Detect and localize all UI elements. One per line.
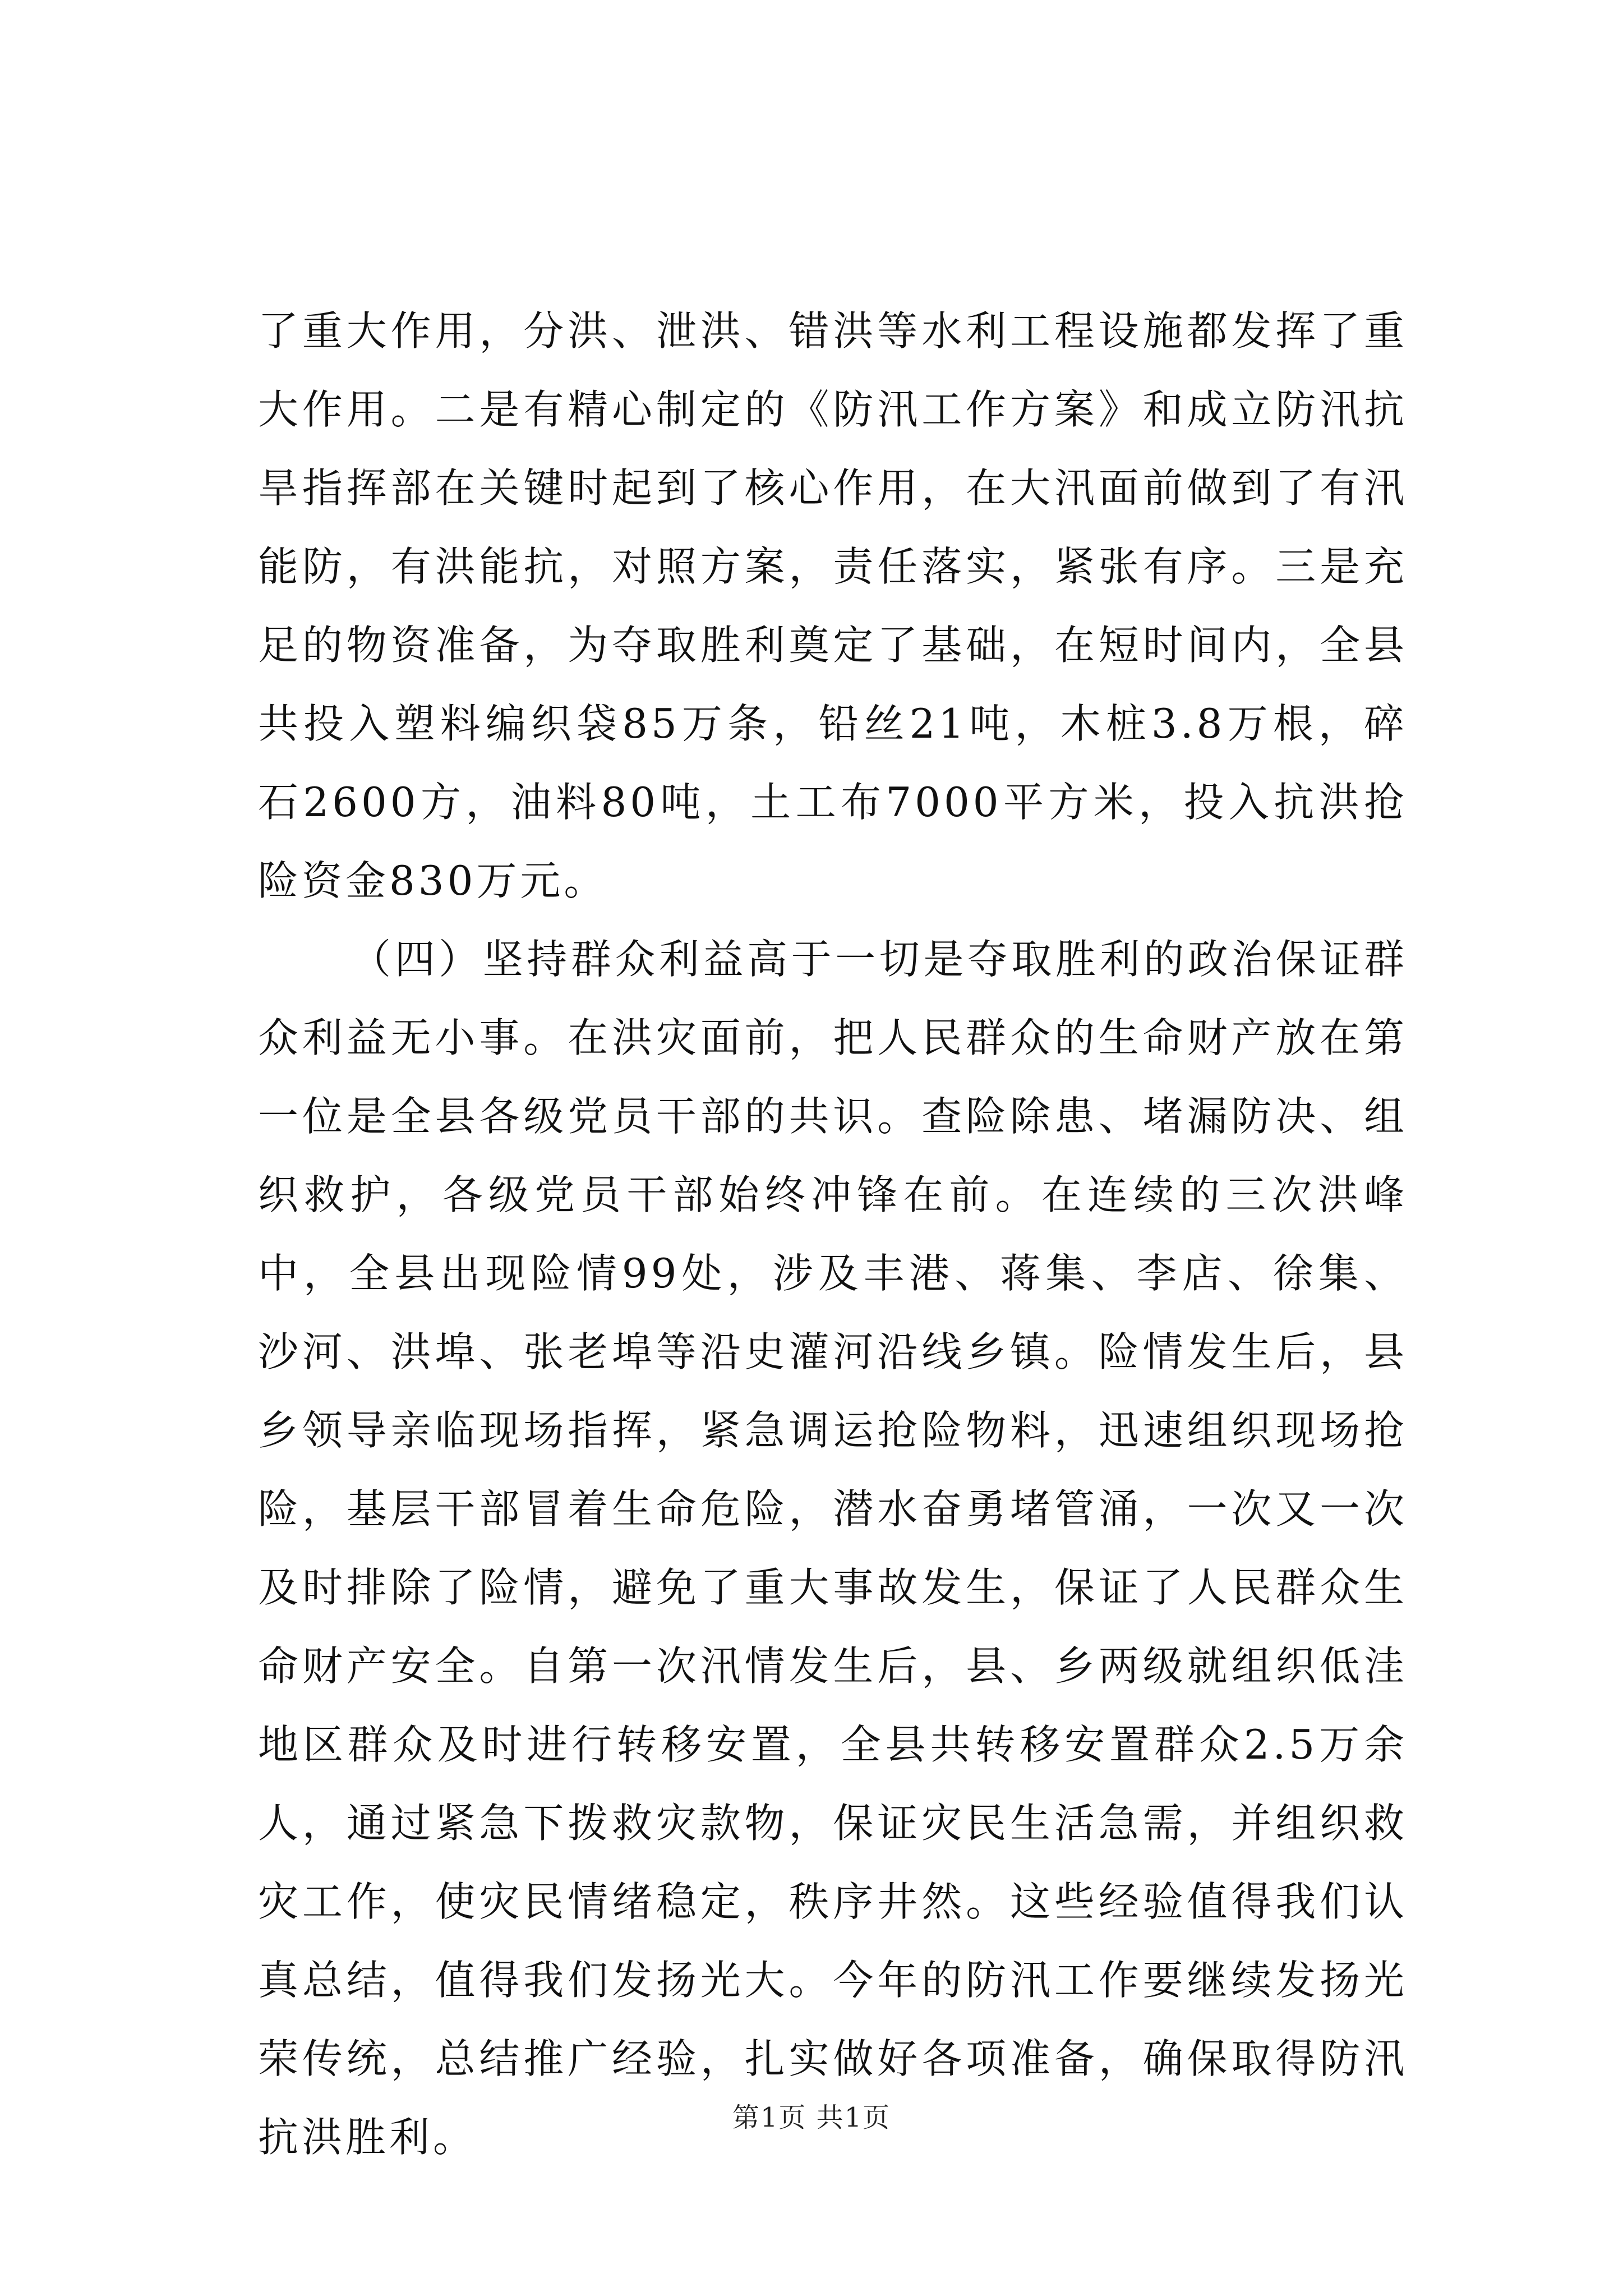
page-footer: 第1页 共1页	[732, 2102, 891, 2133]
paragraph-continuation: 了重大作用，分洪、泄洪、错洪等水利工程设施都发挥了重大作用。二是有精心制定的《防汛工作方案》和成立防汛抗旱指挥部在关键时起到了核心作用，在大汛面前做到了有汛能防，有洪能抗，对照方案，责任落实，紧张有序。三是充足的物资准备，为夺取胜利奠定了基础，在短时间内，全县共投入塑料编织袋85万条，铅丝21吨，木桩3.8万根，碎石2600方，油料80吨，土工布7000平方米，投入抗洪抢险资金830万元。	[258, 307, 1408, 904]
document-body	[258, 292, 1408, 2177]
paragraph-section-four: （四）坚持群众利益高于一切是夺取胜利的政治保证群众利益无小事。在洪灾面前，把人民群众的生命财产放在第一位是全县各级党员干部的共识。查险除患、堵漏防决、组织救护，各级党员干部始终冲锋在前。在连续的三次洪峰中，全县出现险情99处，涉及丰港、蒋集、李店、徐集、沙河、洪埠、张老埠等沿史灌河沿线乡镇。险情发生后，县乡领导亲临现场指挥，紧急调运抢险物料，迅速组织现场抢险，基层干部冒着生命危险，潜水奋勇堵管涌，一次又一次及时排除了险情，避免了重大事故发生，保证了人民群众生命财产安全。自第一次汛情发生后，县、乡两级就组织低洼地区群众及时进行转移安置，全县共转移安置群众2.5万余人，通过紧急下拨救灾款物，保证灾民生活急需，并组织救灾工作，使灾民情绪稳定，秩序井然。这些经验值得我们认真总结，值得我们发扬光大。今年的防汛工作要继续发扬光荣传统，总结推广经验，扎实做好各项准备，确保取得防汛抗洪胜利。	[258, 936, 1408, 2161]
